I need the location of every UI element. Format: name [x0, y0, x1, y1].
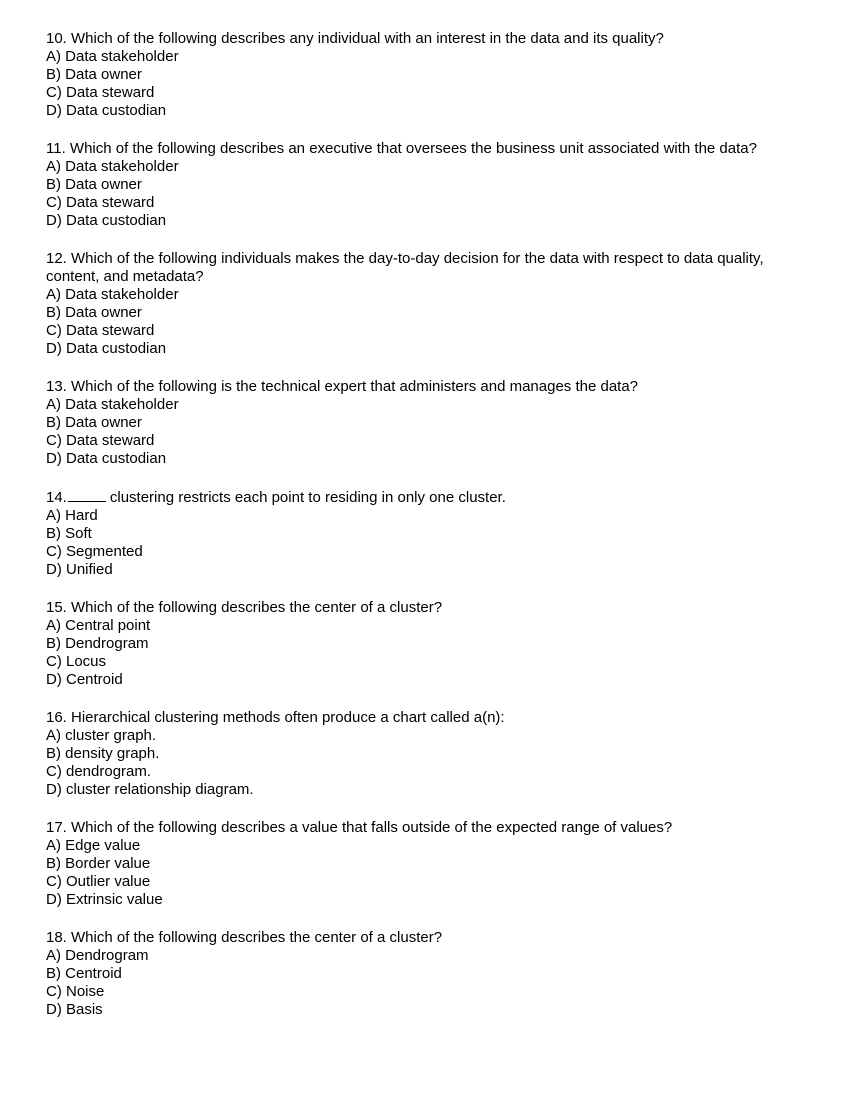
option-c: C) Noise	[46, 983, 105, 1000]
question-16	[46, 709, 770, 799]
option-d: D) Basis	[46, 1001, 103, 1018]
question-stem: 10. Which of the following describes any individual with an interest in the data and its quality?	[46, 30, 664, 47]
option-a: A) Data stakeholder	[46, 48, 179, 65]
option-b: B) Dendrogram	[46, 635, 149, 652]
option-b: B) Centroid	[46, 965, 122, 982]
option-c: C) Outlier value	[46, 873, 151, 890]
question-11	[46, 140, 770, 230]
option-list	[46, 947, 770, 1019]
option-list	[46, 158, 770, 230]
option-d: D) Centroid	[46, 671, 123, 688]
option-d: D) Extrinsic value	[46, 891, 163, 908]
option-b: B) Data owner	[46, 176, 142, 193]
question-stem: 12. Which of the following individuals makes the day-to-day decision for the data with respect to data quality, content, and metadata?	[46, 250, 764, 285]
option-a: A) Data stakeholder	[46, 396, 179, 413]
option-d: D) Data custodian	[46, 450, 167, 467]
option-a: A) Central point	[46, 617, 151, 634]
option-d: D) cluster relationship diagram.	[46, 781, 254, 798]
question-stem: 16. Hierarchical clustering methods often produce a chart called a(n):	[46, 709, 505, 726]
question-stem: 18. Which of the following describes the center of a cluster?	[46, 929, 443, 946]
option-c: C) Locus	[46, 653, 107, 670]
option-a: A) cluster graph.	[46, 727, 157, 744]
option-b: B) Data owner	[46, 304, 142, 321]
option-list	[46, 286, 770, 358]
option-c: C) Data steward	[46, 84, 155, 101]
question-stem: 17. Which of the following describes a value that falls outside of the expected range of values?	[46, 819, 673, 836]
option-a: A) Data stakeholder	[46, 158, 179, 175]
fill-in-blank	[68, 488, 106, 502]
question-10	[46, 30, 770, 120]
option-c: C) dendrogram.	[46, 763, 152, 780]
question-18	[46, 929, 770, 1019]
question-14	[46, 488, 770, 579]
question-stem: 15. Which of the following describes the center of a cluster?	[46, 599, 443, 616]
question-text: clustering restricts each point to residing in only one cluster.	[109, 489, 506, 506]
option-list	[46, 727, 770, 799]
option-c: C) Segmented	[46, 543, 143, 560]
option-d: D) Unified	[46, 561, 113, 578]
option-c: C) Data steward	[46, 432, 155, 449]
option-list	[46, 617, 770, 689]
option-list	[46, 837, 770, 909]
option-list	[46, 507, 770, 579]
option-b: B) Data owner	[46, 414, 142, 431]
option-list	[46, 396, 770, 468]
option-d: D) Data custodian	[46, 212, 167, 229]
option-a: A) Dendrogram	[46, 947, 149, 964]
option-c: C) Data steward	[46, 194, 155, 211]
question-stem: 11. Which of the following describes an executive that oversees the business unit associated with the data?	[46, 140, 757, 157]
option-b: B) density graph.	[46, 745, 160, 762]
option-b: B) Data owner	[46, 66, 142, 83]
option-c: C) Data steward	[46, 322, 155, 339]
option-b: B) Soft	[46, 525, 92, 542]
question-sheet	[46, 30, 770, 1039]
question-stem: 13. Which of the following is the technical expert that administers and manages the data?	[46, 378, 639, 395]
option-d: D) Data custodian	[46, 102, 167, 119]
option-a: A) Hard	[46, 507, 98, 524]
question-13	[46, 378, 770, 468]
option-d: D) Data custodian	[46, 340, 167, 357]
question-15	[46, 599, 770, 689]
question-17	[46, 819, 770, 909]
question-number: 14.	[46, 489, 67, 506]
option-list	[46, 48, 770, 120]
question-12	[46, 250, 770, 358]
option-a: A) Data stakeholder	[46, 286, 179, 303]
option-b: B) Border value	[46, 855, 151, 872]
question-stem	[46, 488, 770, 507]
option-a: A) Edge value	[46, 837, 141, 854]
